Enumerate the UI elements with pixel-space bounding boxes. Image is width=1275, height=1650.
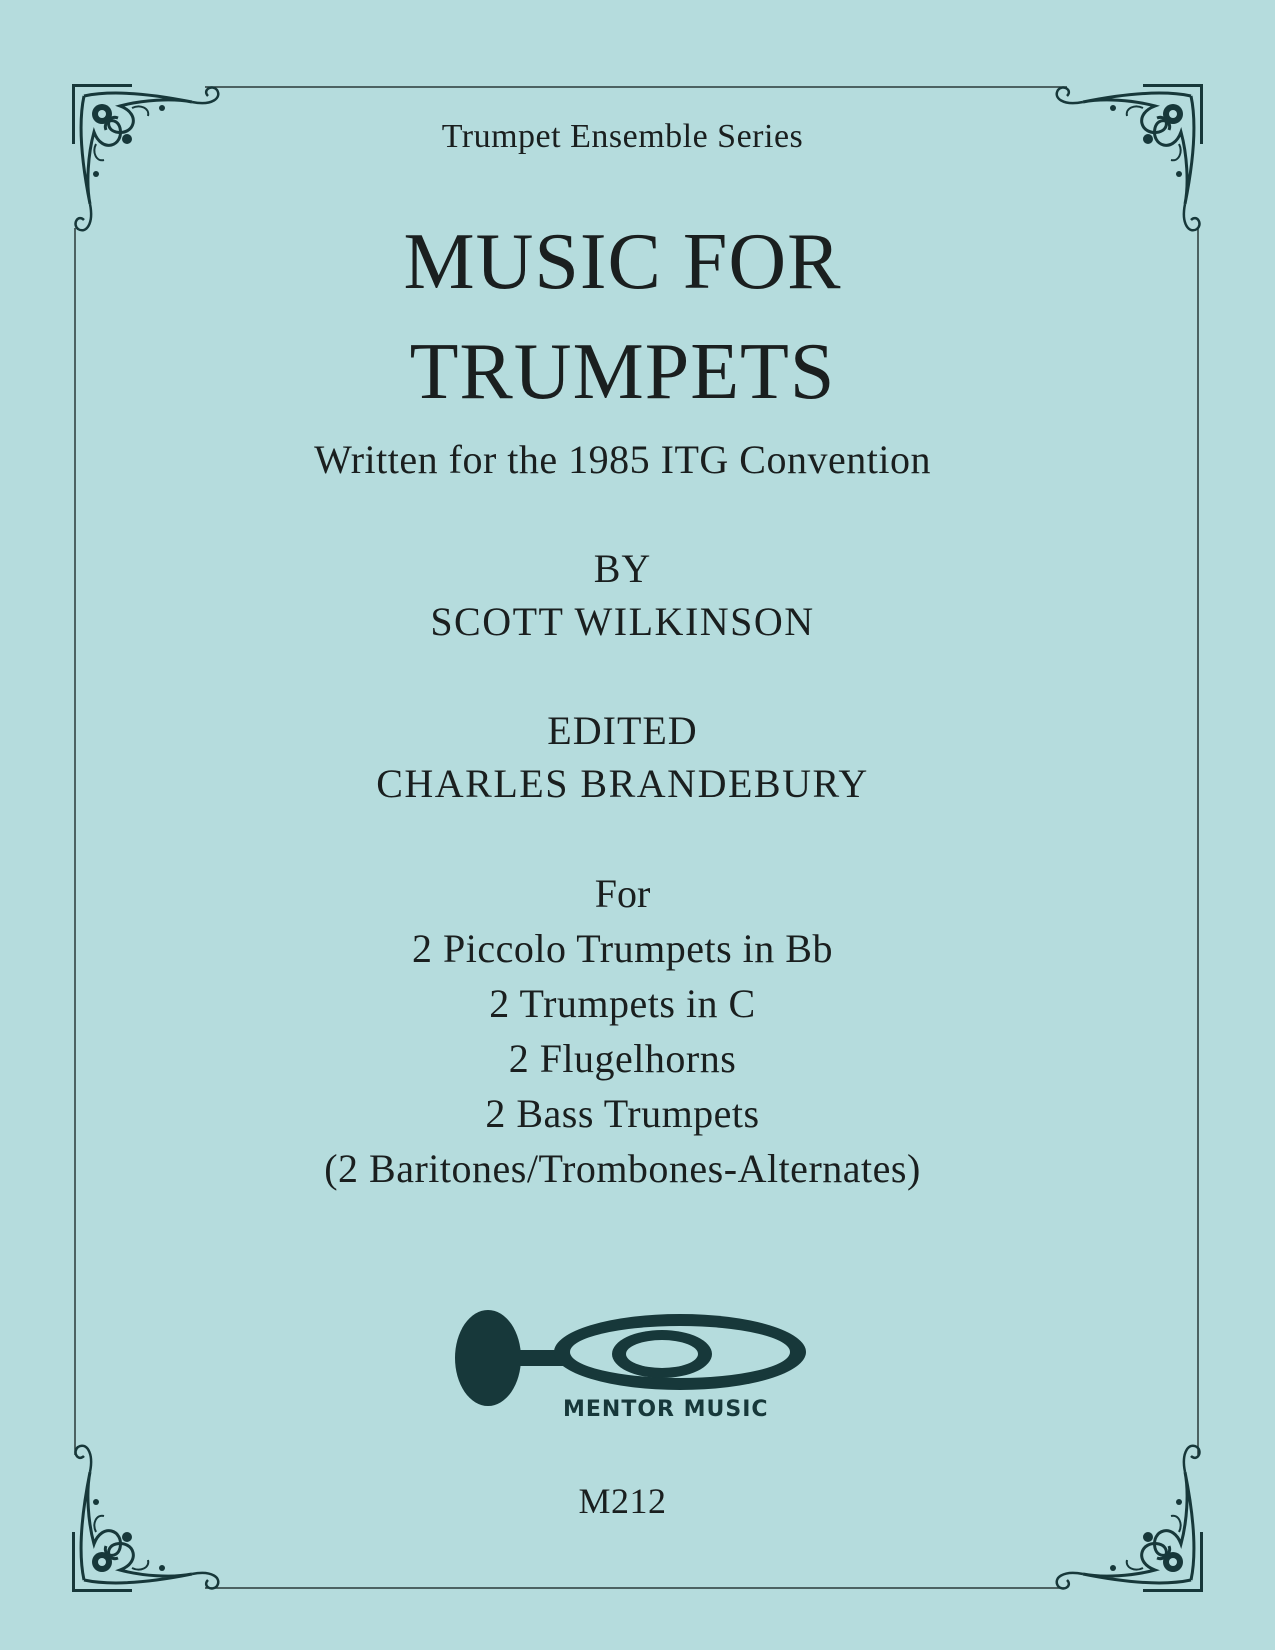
- composer-name: SCOTT WILKINSON: [430, 599, 815, 644]
- publisher-logo-text: MENTOR MUSIC: [563, 1397, 769, 1422]
- editor-name: CHARLES BRANDEBURY: [376, 761, 869, 806]
- title-line-2: TRUMPETS: [409, 328, 836, 416]
- corner-ornament-icon: [1057, 84, 1203, 230]
- by-label: BY: [593, 546, 652, 591]
- instrumentation-line: 2 Piccolo Trumpets in Bb: [412, 926, 833, 971]
- catalog-number: M212: [578, 1481, 667, 1521]
- instrumentation-line: 2 Bass Trumpets: [485, 1091, 760, 1136]
- subtitle: Written for the 1985 ITG Convention: [314, 437, 931, 482]
- instrumentation-line: 2 Flugelhorns: [508, 1036, 737, 1081]
- corner-ornament-icon: [72, 84, 218, 230]
- for-label: For: [594, 871, 651, 916]
- edited-label: EDITED: [547, 708, 698, 753]
- instrumentation-line: (2 Baritones/Trombones-Alternates): [324, 1146, 921, 1191]
- title-line-1: MUSIC FOR: [403, 218, 842, 306]
- series-name: Trumpet Ensemble Series: [441, 118, 804, 155]
- instrumentation-line: 2 Trumpets in C: [489, 981, 756, 1026]
